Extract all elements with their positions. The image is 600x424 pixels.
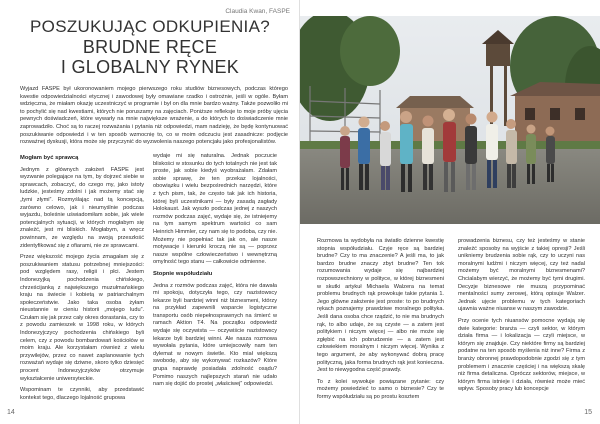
section-heading: Stopnie współudziału — [153, 270, 213, 277]
page-number-left: 14 — [7, 409, 15, 416]
group-visit-photo — [300, 16, 600, 224]
section-heading: Mogłam być sprawcą — [20, 155, 79, 161]
lead-paragraph: Wyjazd FASPE był ukoronowaniem mojego pierwszego roku studiów biznesowych, podczas którego kwestie odpowiedzialności etycznej i zawodowej były omawiane rzadko i ostrożnie, jeśli w ogóle. Byłam wdzięczna, że miałam okazję uczestniczyć w programie i był on dla mnie bardzo ważny. Także pozwoliło mi to pochylić się nad kwestiami, których nie poruszamy na zajęciach. Poniższe refleksje to moje próby ujęcia pewnych doświadczeń, które wywarły na mnie największe wrażenie, a do których to doświadczenie mnie zaprowadziło. Choć są to raczej rozważania i pytania niż odpowiedzi, mam nadzieję, że będę kontynuować poszukiwanie odpowiedzi i w ten sposób wzmocnię to, co w moim odczuciu jest zasadnicze: podjęcie rozważnej dyskusji, która może się przyczynić do wyzwolenia naszego potencjału jako profesjonalistów. — [20, 86, 288, 146]
body-paragraph: Jednym z głównych założeń FASPE jest wyzwanie polegające na tym, by dojrzeć siebie w sprawcach, zobaczyć, do czego my, jako istoty ludzkie, jesteśmy zdolni i jak możemy stać się „tymi złymi”. Rozmyślając nad tą koncepcją, zarówno celowo, jak i nieumyślnie podczas wyjazdu, boleśnie uświadomiłam sobie, jak wiele potencjalnych sytuacji, w których mogłabym się znaleźć, jest mi bliskich. Mogłabym, a wręcz powinnam, ze względu na swoją przeszłość zidentyfikować się z ofiarami, nie ze sprawcami. — [20, 166, 144, 249]
body-paragraph: prowadzenia biznesu, czy też jesteśmy w stanie znaleźć sposoby na wyjście z takiej opresji? Jeśli unikniemy brudzenia sobie rąk, czy to uczyni nas moralnymi ludźmi i niczym więcej, czy też nadal możemy być moralnymi biznesmenami? Chcialabym wierzyć, że możemy być tymi drugimi. Decyzje biznesowe nie muszą przypominać mentalności sumy zerowej, którą opisuje Walzer. Jednak ujęcie problemu w tych kategoriach ujawnia ważne niuanse w naszym zawodzie. — [458, 238, 585, 313]
right-column-1 — [317, 238, 444, 405]
body-paragraph: Wspominam te czynniki, aby przedstawić kontekst tego, dlaczego lojalność grupowa — [20, 387, 144, 401]
right-column-2 — [458, 238, 585, 398]
title-line-3: I GLOBALNY RYNEK — [60, 57, 240, 77]
right-page — [300, 0, 600, 424]
left-column-2 — [153, 153, 277, 393]
watchtower — [486, 44, 510, 66]
author-byline: Claudia Kwan, FASPE — [225, 8, 290, 15]
body-paragraph: Jedna z rozmów podczas zajęć, która nie dawała mi spokoju, dotyczyła tego, czy nazistowscy lekarze byli bardziej winni niż biznesmeni, którzy na przykład zapewnili wsparcie logistyczne transportu osób niepełnosprawnych na śmierć w ramach Aktion T4. Na początku odpowiedź wydaje się oczywista — oczywiście nazistowscy lekarze byli bardziej winni. Ale nasza rozmowa wywołała pytania, które umiejscowiły nam ten dylemat w nowym świetle. Kto miał większą swobodę, aby się wykonywać rozkazów? Które grupa naprawdę posiadała zdolność osądu? Pomimo naszych najlepszych starań nie udało nam się dojść do prostej „właściwej” odpowiedzi. — [153, 282, 277, 388]
body-paragraph: To z kolei wywołuje powiązane pytanie: czy możemy powiedzieć to samo o biznesie? Czy te formy współudziału są po prostu kosztem — [317, 378, 444, 400]
page-number-right: 15 — [584, 409, 592, 416]
title-line-1: POSZUKUJĄC ODKUPIENIA? — [30, 17, 270, 36]
body-paragraph: Przez większość mojego życia zmagałam się z poszukiwaniem statusu potrzebnej mniejszości: pod względem rasy, religii i płci. Jestem Indonezyjką pochodzenia chińskiego, chrześcijanką z największego muzułmańskiego kraju na świecie i kobietą w patriarchalnym społeczeństwie. Jako taka osoba żyłam nieustannie w cieniu historii „mojego ludu”. Czułam się jak przez cały okres dorastania, czy to z powodu zamieszek w 1998 roku, w których Indonezyjczycy pochodzenia chińskiego byli celem, czy z powodu bombardowań kościołów w moim kraju. Ale korzystałam również z wielu przywilejów, przez co nawet zaplanowanie tych rozważań wydaje się dziwne, skoro tylko dziesięć procent Indonezyjczyków otrzymuje wykształcenie uniwersyteckie. — [20, 254, 144, 382]
title-line-2: BRUDNE RĘCE — [82, 37, 218, 57]
left-column-1 — [20, 153, 144, 406]
body-paragraph: Rozmowa ta wydobyła na światło dzienne kwestię stopnia współudziału. Czyje ręce są bardziej brudne? Czy to ma znaczenie? A jeśli ma, to jak bardzo brudne znaczy zbyt brudne? Ten tok rozumowania wydaje się najbardziej rozpowszechniony w polityce, w której biznesmeni w skutki artykuł Michaela Walzera na temat problemu brudnych rąk prowokuje takie pytania 1. Jego główne założenie jest proste: to po brudnych rękach poznajemy prawdziwe moralnego polityka. Jeśli dana osoba chce rządzić, to nie ma brudnych rąk, to albo udaje, że są czyste — a zatem jest politykiem i niczym więcej — albo nie może się zgłębić na ich pobrudzenie — a zatem jest człowiekiem moralnym i niczym więcej. Wynika z tego argument, że aby wykonywać dobrą pracę polityczną, jaka forma brudnych rąk jest konieczna. Jest to niewygodna część prawdy. — [317, 238, 444, 374]
body-paragraph: Przy ocenie tych niuansów pomocne wydają się dwie kategorie: branża — czyli sektor, w którym działa firma — i lokalizacja — czyli miejsce, w którym się znajduje. Czy niektóre firmy są bardziej podatne na ten sposób myślenia niż inne? Firma z branży obronnej prawdopodobnie zgodzi się z tym problemem i znacznie częściej i na większą skalę niż firma detaliczna. Opróczz sektorów, miejsce, w którym firma istnieje i działa, również może mieć wpływ. Sposoby pracy lub koncepcje — [458, 317, 585, 393]
photo-illustration — [300, 16, 600, 224]
body-paragraph: wydaje mi się naturalna. Jednak poczucie bliskości w stosunku do tych totalnych nie jest tak proste, jak sobie kiedyś wyobrażałam. Zdałam sobie sprawę, że ten przekaz lojalności, obowiązku i wielu bezpośrednich narzędzi, które z tych pism, tak, że często tak jak ich historia, której byli uczestnikami — były zasadą zagłady Holokaust. Jak wyszło podczas jednej z naszych rozmów podczas zajęć, wydaje się, że istniejemy na tym samym spektrum wartości co sam Heinrich Himmler, czy nam się to podoba, czy nie. Możemy nie popełniać tak jak on, ale nasze motywacje i kierunki kroczą nie są — poprzez nasze wspólne człowieczeństwo i wewnętrzną omylność tego stanu — całkowicie odmienne. — [153, 153, 277, 266]
